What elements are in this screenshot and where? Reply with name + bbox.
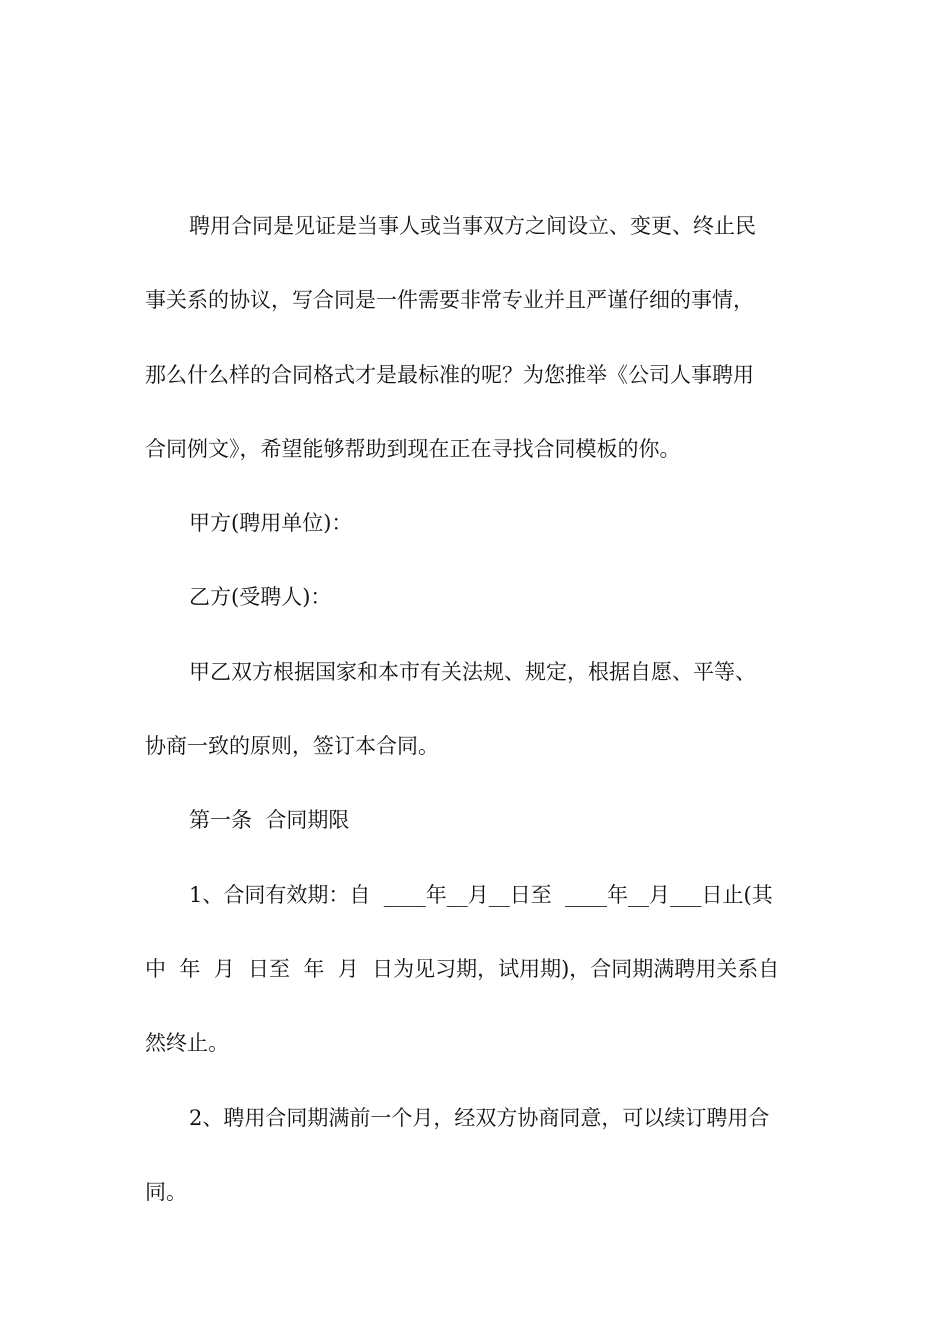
party-a-line: 甲方(聘用单位)： — [189, 511, 353, 536]
document-body — [145, 206, 810, 1246]
party-b-line: 乙方(受聘人)： — [189, 585, 332, 610]
clause-2-line-1: 2、聘用合同期满前一个月，经双方协商同意，可以续订聘用合 — [189, 1105, 770, 1130]
article-one-heading: 第一条 合同期限 — [189, 808, 350, 833]
clause-2-line-2: 同。 — [145, 1179, 187, 1204]
paragraph-intro-line-2: 事关系的协议，写合同是一件需要非常专业并且严谨仔细的事情， — [145, 288, 754, 313]
clause-1-line-1: 1、合同有效期：自 ____年__月__日至 ____年__月___日止(其 — [189, 882, 773, 907]
clause-1-line-3: 然终止。 — [145, 1031, 229, 1056]
agreement-line-2: 协商一致的原则，签订本合同。 — [145, 734, 439, 759]
paragraph-intro-line-4: 合同例文》，希望能够帮助到现在正在寻找合同模板的你。 — [145, 436, 681, 461]
agreement-line-1: 甲乙双方根据国家和本市有关法规、规定，根据自愿、平等、 — [189, 659, 756, 684]
clause-1-line-2: 中 年 月 日至 年 月 日为见习期，试用期)，合同期满聘用关系自 — [145, 956, 780, 981]
paragraph-intro-line-3: 那么什么样的合同格式才是最标准的呢？为您推举《公司人事聘用 — [145, 362, 754, 387]
paragraph-intro-line-1: 聘用合同是见证是当事人或当事双方之间设立、变更、终止民 — [189, 214, 756, 238]
